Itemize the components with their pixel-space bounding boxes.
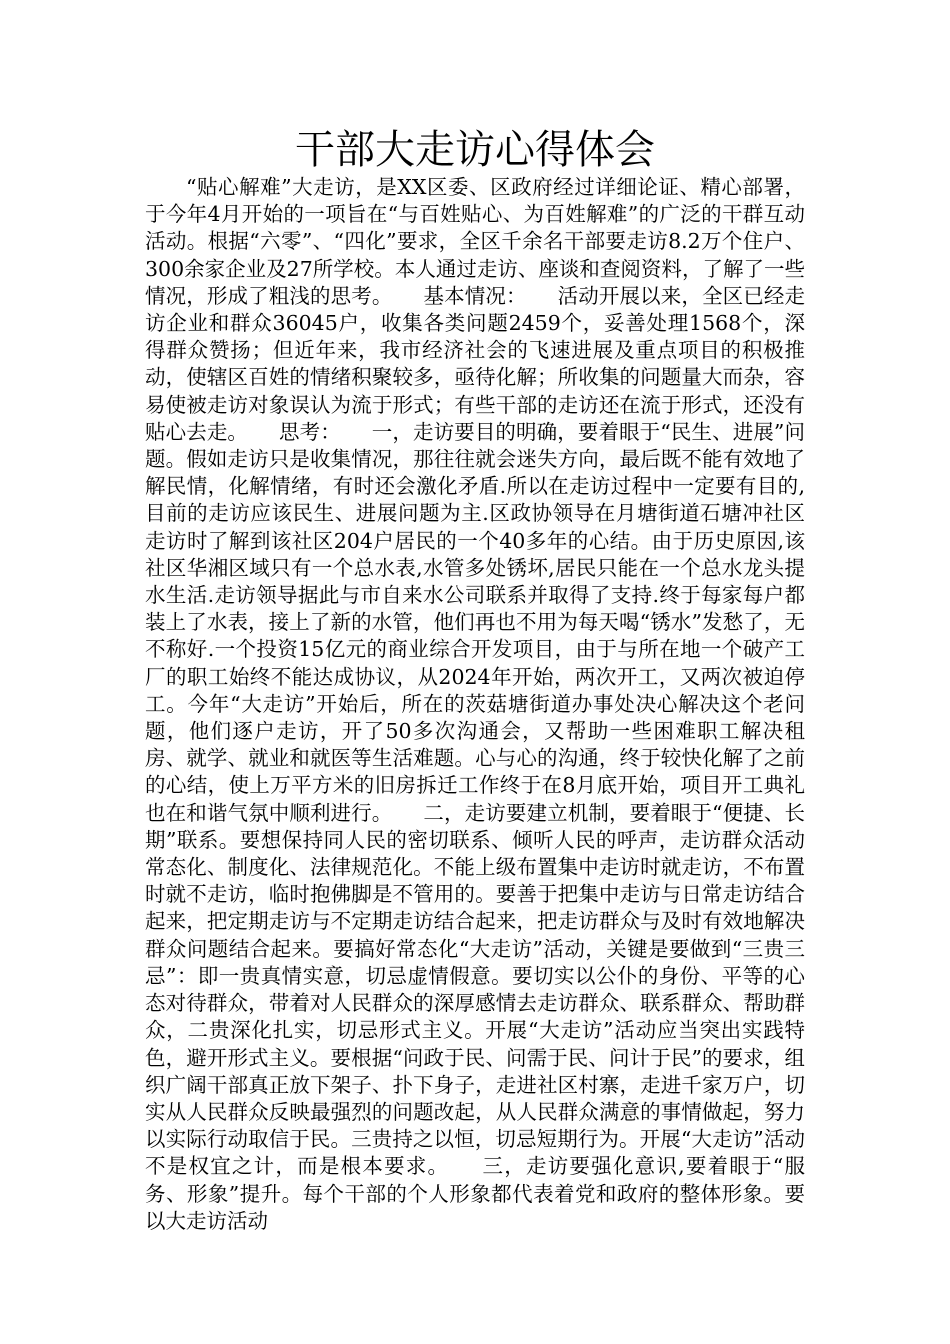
document-title: 干部大走访心得体会	[295, 127, 655, 173]
document-body-paragraph: “贴心解难”大走访，是XX区委、区政府经过详细论证、精心部署，于今年4月开始的一项旨在“与百姓贴心、为百姓解难”的广泛的干群互动活动。根据“六零”、“四化”要求，全区千余名干部要走访8.2万个住户、300余家企业及27所学校。本人通过走访、座谈和查阅资料，了解了一些情况，形成了粗浅的思考。 基本情况： 活动开展以来，全区已经走访企业和群众36045户，收集各类问题2459个，妥善处理1568个，深得群众赞扬；但近年来，我市经济社会的飞速进展及重点项目的积极推动，使辖区百姓的情绪积聚较多，亟待化解；所收集的问题量大而杂，容易使被走访对象误认为流于形式；有些干部的走访还在流于形式，还没有贴心去走。 思考： 一，走访要目的明确，要着眼于“民生、进展”问题。假如走访只是收集情况，那往往就会迷失方向，最后既不能有效地了解民情，化解情绪，有时还会激化矛盾.所以在走访过程中一定要有目的,目前的走访应该民生、进展问题为主.区政协领导在月塘街道石塘冲社区走访时了解到该社区204户居民的一个40多年的心结。由于历史原因,该社区华湘区域只有一个总水表,水管多处锈坏,居民只能在一个总水龙头提水生活.走访领导据此与市自来水公司联系并取得了支持.终于每家每户都装上了水表，接上了新的水管，他们再也不用为每天喝“锈水”发愁了，无不称好.一个投资15亿元的商业综合开发项目，由于与所在地一个破产工厂的职工始终不能达成协议，从2024年开始，两次开工，又两次被迫停工。今年“大走访”开始后，所在的茨菇塘街道办事处决心解决这个老问题，他们逐户走访，开了50多次沟通会，又帮助一些困难职工解决租房、就学、就业和就医等生活难题。心与心的沟通，终于较快化解了之前的心结，使上万平方米的旧房拆迁工作终于在8月底开始，项目开工典礼也在和谐气氛中顺利进行。 二，走访要建立机制，要着眼于“便捷、长期”联系。要想保持同人民的密切联系、倾听人民的呼声，走访群众活动常态化、制度化、法律规范化。不能上级布置集中走访时就走访，不布置时就不走访，临时抱佛脚是不管用的。要善于把集中走访与日常走访结合起来，把定期走访与不定期走访结合起来，把走访群众与及时有效地解决群众问题结合起来。要搞好常态化“大走访”活动，关键是要做到“三贵三忌”：即一贵真情实意，切忌虚情假意。要切实以公仆的身份、平等的心态对待群众，带着对人民群众的深厚感情去走访群众、联系群众、帮助群众，二贵深化扎实，切忌形式主义。开展“大走访”活动应当突出实践特色，避开形式主义。要根据“问政于民、问需于民、问计于民”的要求，组织广阔干部真正放下架子、扑下身子，走进社区村寨，走进千家万户，切实从人民群众反映最强烈的问题改起，从人民群众满意的事情做起，努力以实际行动取信于民。三贵持之以恒，切忌短期行为。开展“大走访”活动不是权宜之计，而是根本要求。 三，走访要强化意识,要着眼于“服务、形象”提升。每个干部的个人形象都代表着党和政府的整体形象。要以大走访活动	[145, 175, 805, 1233]
